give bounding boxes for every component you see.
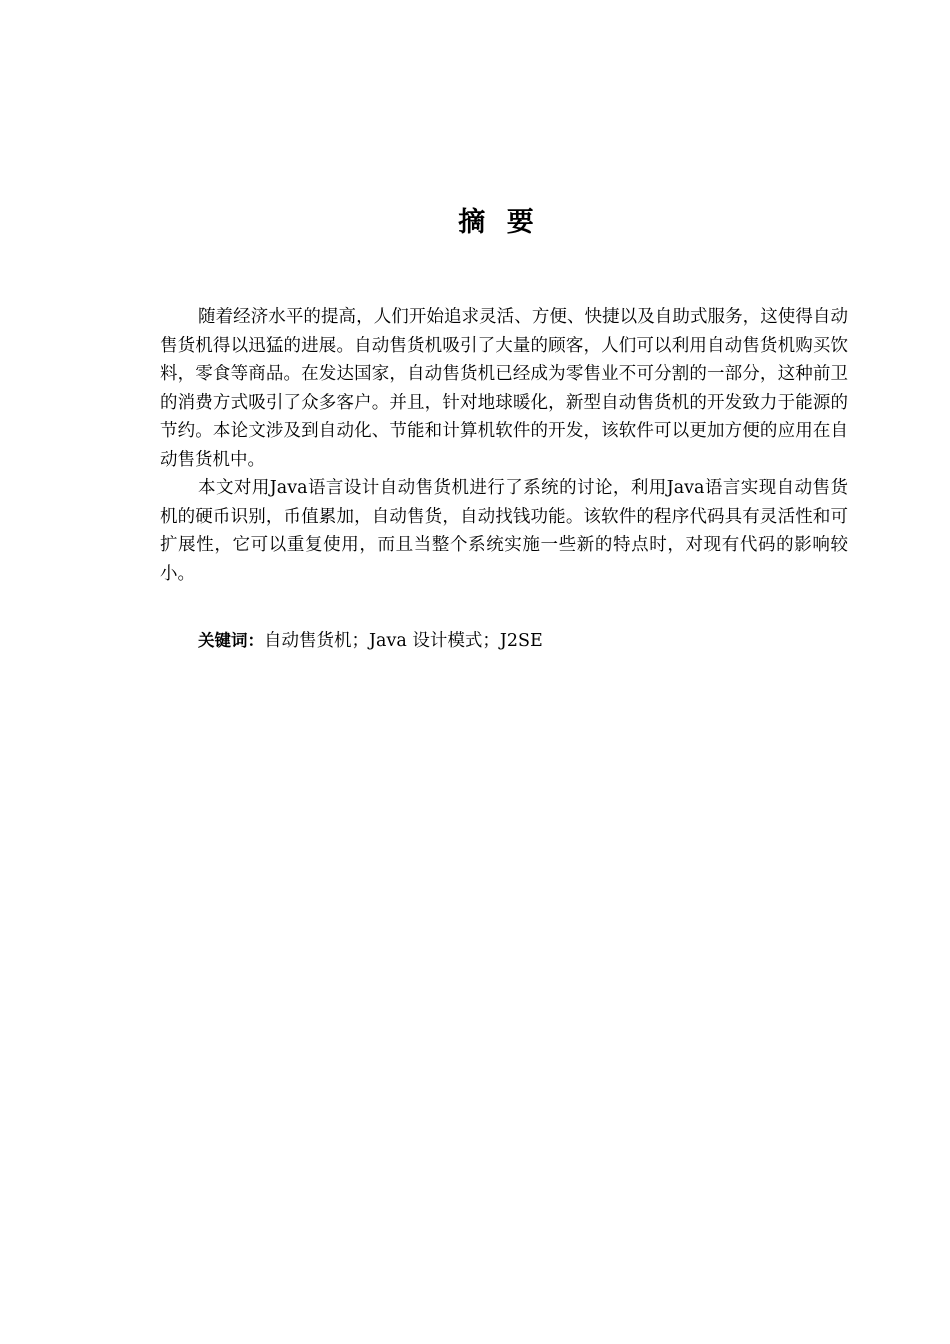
keywords-text: 自动售货机；Java 设计模式；J2SE bbox=[264, 631, 543, 651]
abstract-paragraph-1: 随着经济水平的提高，人们开始追求灵活、方便、快捷以及自助式服务，这使得自动售货机得以迅猛的进展。自动售货机吸引了大量的顾客，人们可以利用自动售货机购买饮料，零食等商品。在发达国家，自动售货机已经成为零售业不可分割的一部分，这种前卫的消费方式吸引了众多客户。并且，针对地球暖化，新型自动售货机的开发致力于能源的节约。本论文涉及到自动化、节能和计算机软件的开发，该软件可以更加方便的应用在自动售货机中。 bbox=[160, 307, 848, 470]
keywords-label: 关键词： bbox=[198, 631, 264, 650]
abstract-body bbox=[160, 303, 848, 588]
abstract-title: 摘 要 bbox=[458, 207, 540, 238]
abstract-paragraph-2: 本文对用Java语言设计自动售货机进行了系统的讨论，利用Java语言实现自动售货机的硬币识别，币值累加，自动售货，自动找钱功能。该软件的程序代码具有灵活性和可扩展性，它可以重复使用，而且当整个系统实施一些新的特点时，对现有代码的影响较小。 bbox=[160, 478, 848, 584]
keywords-line bbox=[198, 627, 848, 655]
